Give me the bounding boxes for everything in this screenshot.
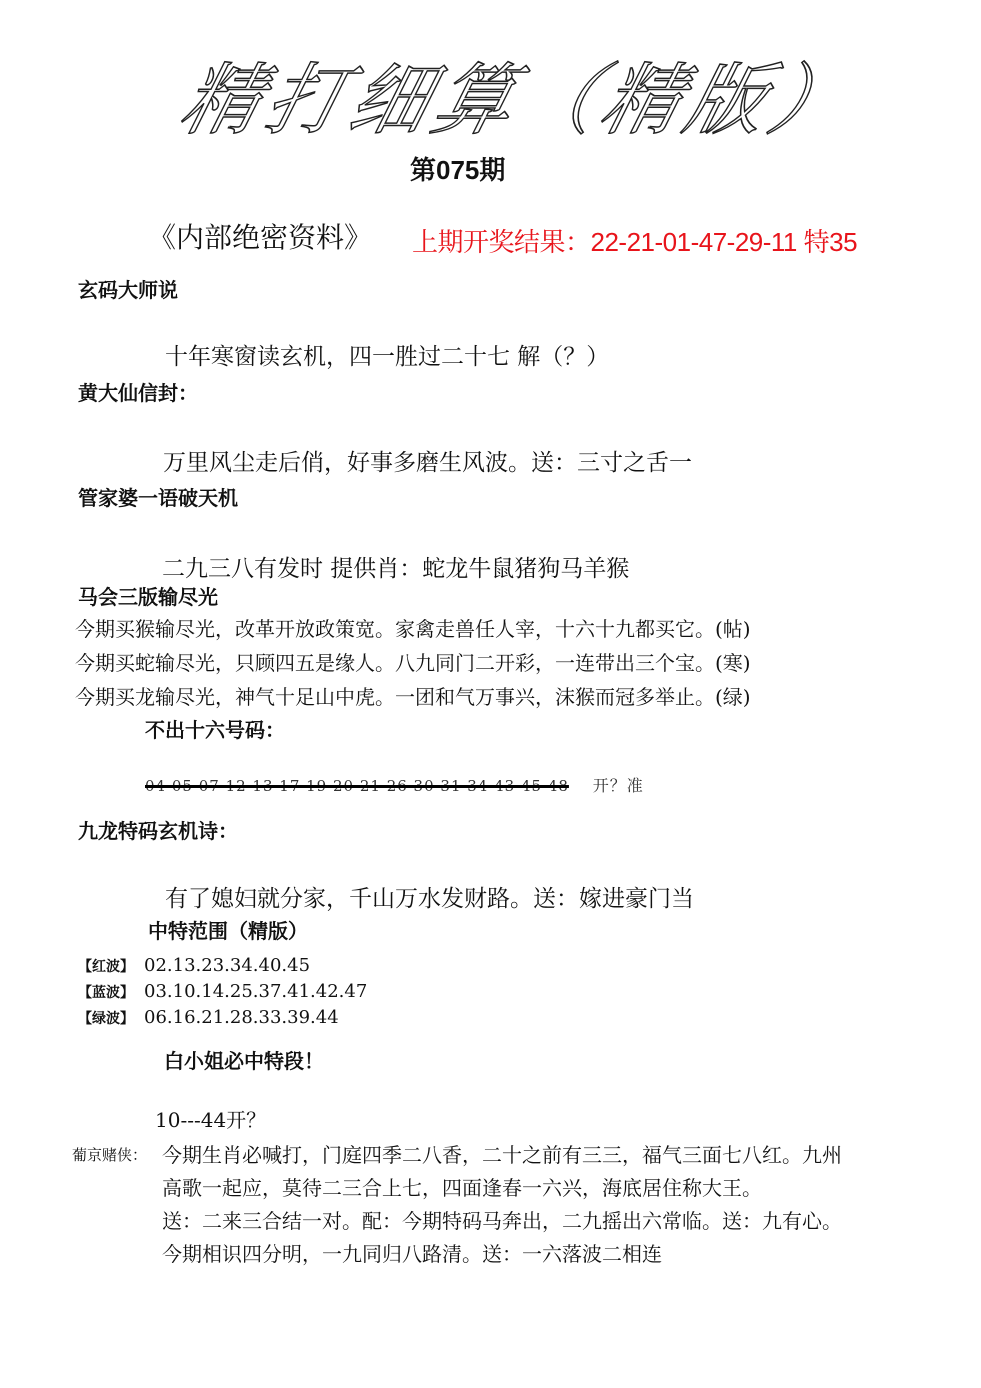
excluded-numbers-note: 开？准 [592, 776, 644, 795]
period-number: 第075期 [410, 155, 506, 185]
wave-row-red [78, 955, 310, 976]
verse-xuanma: 十年寒窗读玄机，四一胜过二十七 解（？） [165, 344, 610, 370]
last-draw-result: 上期开奖结果：22-21-01-47-29-11 特35 [412, 227, 858, 257]
section-heading-baixiaojie: 白小姐必中特段！ [164, 1049, 324, 1073]
pujing-line: 高歌一起应，莫待二三合上七，四面逢春一六兴，海底居住称大王。 [162, 1176, 762, 1200]
wave-numbers: 03.10.14.25.37.41.42.47 [144, 981, 368, 1002]
wave-row-blue [78, 981, 367, 1002]
section-heading-guanjiapo: 管家婆一语破天机 [78, 486, 238, 510]
mahui-line: 今期买猴输尽光，改革开放政策宽。家禽走兽任人宰，十六十九都买它。(帖) [75, 617, 751, 641]
wave-tag: 【绿波】 [78, 1011, 134, 1027]
excluded-numbers-list: 04 05 07 12 13 17 19 20 21 26 30 31 34 43 45 48 [145, 777, 569, 795]
verse-huangdaxian: 万里风尘走后俏，好事多磨生风波。送：三寸之舌一 [163, 450, 692, 476]
title-art-text: 精打细算（精版） [172, 56, 867, 146]
wave-numbers: 06.16.21.28.33.39.44 [144, 1007, 339, 1028]
section-heading-xuanma: 玄码大师说 [78, 278, 178, 302]
section-heading-mahui: 马会三版输尽光 [78, 585, 218, 609]
pujing-line: 今期相识四分明，一九同归八路清。送：一六落波二相连 [162, 1242, 662, 1266]
section-heading-zhongte: 中特范围（精版） [148, 919, 308, 943]
section-heading-huangdaxian: 黄大仙信封： [78, 381, 198, 405]
section-heading-buchu: 不出十六号码： [145, 718, 285, 742]
document-title: 《内部绝密资料》 [148, 221, 373, 254]
verse-jiulong: 有了媳妇就分家，千山万水发财路。送：嫁进豪门当 [165, 886, 694, 912]
verse-guanjiapo: 二九三八有发时 提供肖：蛇龙牛鼠猪狗马羊猴 [162, 556, 630, 582]
wave-row-green [78, 1007, 339, 1028]
title-artwork [172, 28, 867, 148]
section-heading-jiulong: 九龙特码玄机诗： [78, 819, 238, 843]
wave-tag: 【蓝波】 [78, 985, 134, 1001]
wave-tag: 【红波】 [78, 959, 134, 975]
pujing-line: 送：二来三合结一对。配：今期特码马奔出，二九摇出六常临。送：九有心。 [162, 1209, 842, 1233]
wave-numbers: 02.13.23.34.40.45 [144, 955, 311, 976]
excluded-numbers [145, 773, 644, 796]
pujing-line: 今期生肖必喊打，门庭四季二八香，二十之前有三三，福气三面七八红。九州 [162, 1143, 842, 1167]
special-range: 10---44开？ [155, 1108, 267, 1132]
mahui-line: 今期买蛇输尽光，只顾四五是缘人。八九同门二开彩，一连带出三个宝。(寒) [75, 651, 751, 675]
mahui-line: 今期买龙输尽光，神气十足山中虎。一团和气万事兴，沫猴而冠多举止。(绿) [75, 685, 751, 709]
pujing-label: 葡京赌侠： [72, 1146, 148, 1164]
